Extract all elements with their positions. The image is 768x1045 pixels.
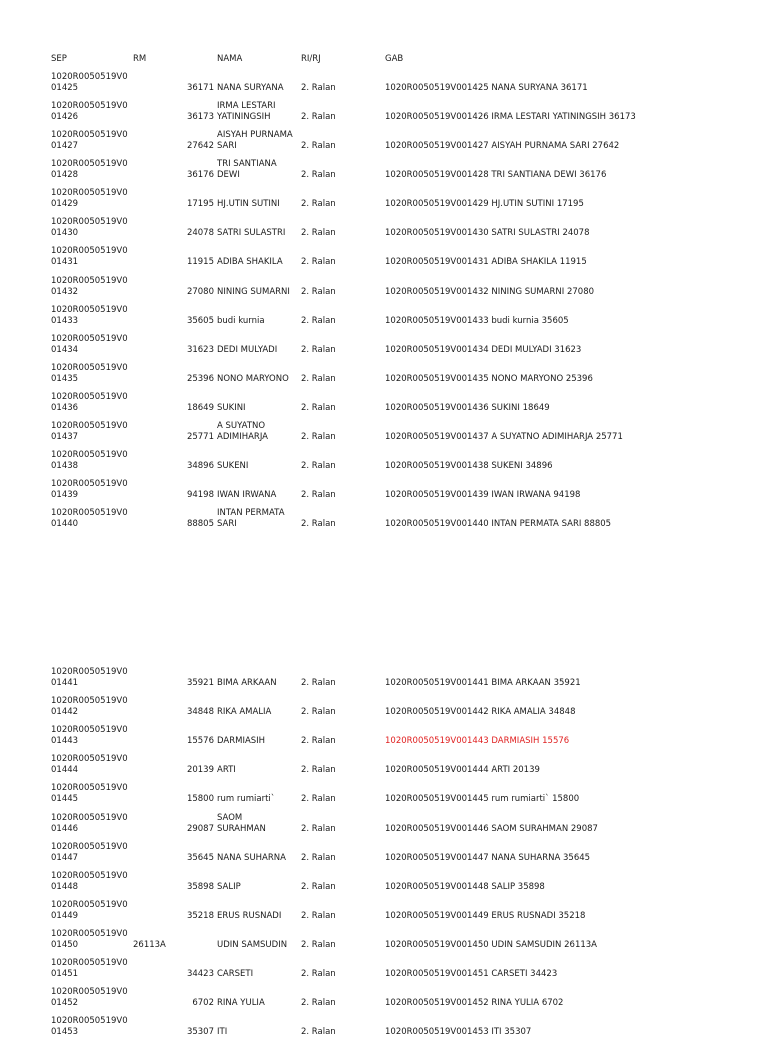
sep-cell-line1: 1020R0050519V0	[51, 130, 128, 141]
sep-cell-line1: 1020R0050519V0	[51, 333, 128, 344]
rm-cell: 34848	[186, 707, 214, 718]
sep-cell-line2: 01434	[51, 344, 79, 355]
rm-cell: 88805	[186, 519, 214, 530]
table-row	[0, 334, 768, 363]
gab-cell: 1020R0050519V001453 ITI 35307	[385, 1027, 532, 1037]
rirj-cell: 2. Ralan	[301, 765, 336, 776]
rirj-cell: 2. Ralan	[301, 344, 336, 355]
nama-cell-line1: SAOM	[217, 812, 243, 823]
rm-cell: 25771	[186, 431, 214, 442]
rm-cell: 36176	[186, 170, 214, 181]
gab-cell: 1020R0050519V001429 HJ.UTIN SUTINI 17195	[385, 199, 584, 210]
rirj-cell: 2. Ralan	[301, 678, 336, 689]
sep-cell-line2: 01453	[51, 1027, 79, 1037]
sep-cell-line1: 1020R0050519V0	[51, 508, 128, 519]
sep-cell-line2: 01446	[51, 823, 79, 834]
sep-cell-line2: 01430	[51, 228, 79, 239]
rm-cell: 94198	[186, 490, 214, 500]
table-row	[0, 958, 768, 987]
nama-cell: SUKENI	[217, 460, 249, 471]
nama-cell: RIKA AMALIA	[217, 707, 272, 718]
sep-cell-line2: 01449	[51, 910, 79, 921]
table-row	[0, 725, 768, 754]
rm-cell: 35921	[186, 678, 214, 689]
table-row	[0, 101, 768, 130]
gab-cell: 1020R0050519V001431 ADIBA SHAKILA 11915	[385, 257, 587, 268]
gab-cell: 1020R0050519V001432 NINING SUMARNI 27080	[385, 286, 595, 297]
nama-cell: SARI	[217, 141, 237, 152]
gab-cell: 1020R0050519V001441 BIMA ARKAAN 35921	[385, 678, 581, 689]
sep-cell-line1: 1020R0050519V0	[51, 870, 128, 881]
rm-cell: 35898	[186, 881, 214, 892]
sep-cell-line2: 01438	[51, 460, 79, 471]
rirj-cell: 2. Ralan	[301, 707, 336, 718]
rirj-cell: 2. Ralan	[301, 286, 336, 297]
rm-cell: 20139	[186, 765, 214, 776]
nama-cell: SARI	[217, 519, 237, 530]
gab-cell: 1020R0050519V001444 ARTI 20139	[385, 765, 540, 776]
gab-cell: 1020R0050519V001434 DEDI MULYADI 31623	[385, 344, 582, 355]
rirj-cell: 2. Ralan	[301, 373, 336, 384]
rm-cell: 36173	[186, 112, 214, 123]
nama-cell-line1: INTAN PERMATA	[217, 508, 285, 519]
nama-cell: IWAN IRWANA	[217, 490, 277, 500]
nama-cell: HJ.UTIN SUTINI	[217, 199, 280, 210]
table-row	[0, 667, 768, 696]
gab-cell: 1020R0050519V001427 AISYAH PURNAMA SARI 27642	[385, 141, 620, 152]
sep-cell-line1: 1020R0050519V0	[51, 725, 128, 736]
sep-cell-line1: 1020R0050519V0	[51, 217, 128, 228]
sep-cell-line2: 01426	[51, 112, 79, 123]
rirj-cell: 2. Ralan	[301, 112, 336, 123]
gab-cell: 1020R0050519V001436 SUKINI 18649	[385, 402, 550, 413]
table-row	[0, 130, 768, 159]
rm-cell: 26113A	[133, 939, 166, 950]
sep-cell-line2: 01427	[51, 141, 79, 152]
rirj-cell: 2. Ralan	[301, 997, 336, 1008]
nama-cell: CARSETI	[217, 968, 254, 979]
gab-cell: 1020R0050519V001439 IWAN IRWANA 94198	[385, 490, 581, 500]
sep-cell-line1: 1020R0050519V0	[51, 928, 128, 939]
gab-cell: 1020R0050519V001447 NANA SUHARNA 35645	[385, 852, 591, 863]
rirj-cell: 2. Ralan	[301, 968, 336, 979]
nama-cell: ADIMIHARJA	[217, 431, 268, 442]
rirj-cell: 2. Ralan	[301, 852, 336, 863]
nama-cell: UDIN SAMSUDIN	[217, 939, 288, 950]
nama-cell: DEDI MULYADI	[217, 344, 278, 355]
sep-cell-line2: 01448	[51, 881, 79, 892]
sep-cell-line1: 1020R0050519V0	[51, 986, 128, 997]
rirj-cell: 2. Ralan	[301, 315, 336, 326]
nama-cell: NINING SUMARNI	[217, 286, 290, 297]
nama-cell-line1: A SUYATNO	[217, 420, 266, 431]
sep-cell-line2: 01437	[51, 431, 79, 442]
gab-cell: 1020R0050519V001443 DARMIASIH 15576	[385, 736, 570, 747]
rm-cell: 25396	[186, 373, 214, 384]
table-row	[0, 813, 768, 842]
gab-cell: 1020R0050519V001445 rum rumiarti` 15800	[385, 794, 580, 805]
sep-cell-line1: 1020R0050519V0	[51, 449, 128, 460]
nama-cell: BIMA ARKAAN	[217, 678, 277, 689]
rm-cell: 6702	[192, 997, 214, 1008]
rirj-cell: 2. Ralan	[301, 460, 336, 471]
gab-cell: 1020R0050519V001446 SAOM SURAHMAN 29087	[385, 823, 598, 834]
gab-cell: 1020R0050519V001448 SALIP 35898	[385, 881, 545, 892]
sep-cell-line2: 01431	[51, 257, 79, 268]
rirj-cell: 2. Ralan	[301, 257, 336, 268]
nama-cell-line1: TRI SANTIANA	[217, 159, 277, 170]
gab-cell: 1020R0050519V001450 UDIN SAMSUDIN 26113A	[385, 939, 597, 950]
table-row	[0, 929, 768, 958]
gab-cell: 1020R0050519V001442 RIKA AMALIA 34848	[385, 707, 576, 718]
sep-cell-line2: 01447	[51, 852, 79, 863]
rm-cell: 34423	[186, 968, 214, 979]
table-row	[0, 305, 768, 334]
nama-cell: ITI	[217, 1027, 228, 1037]
rirj-cell: 2. Ralan	[301, 141, 336, 152]
gab-cell: 1020R0050519V001433 budi kurnia 35605	[385, 315, 569, 326]
rm-cell: 24078	[186, 228, 214, 239]
rirj-cell: 2. Ralan	[301, 83, 336, 93]
gab-cell: 1020R0050519V001438 SUKENI 34896	[385, 460, 553, 471]
sep-cell-line1: 1020R0050519V0	[51, 1016, 128, 1026]
gab-cell: 1020R0050519V001449 ERUS RUSNADI 35218	[385, 910, 586, 921]
rm-cell: 31623	[186, 344, 214, 355]
table-row	[0, 871, 768, 900]
table-row	[0, 72, 768, 101]
rm-cell: 34896	[186, 460, 214, 471]
header-nama: NAMA	[217, 54, 243, 64]
sep-cell-line1: 1020R0050519V0	[51, 275, 128, 286]
nama-cell-line1: AISYAH PURNAMA	[217, 130, 293, 141]
nama-cell: NONO MARYONO	[217, 373, 289, 384]
sep-cell-line2: 01425	[51, 83, 79, 93]
nama-cell: ARTI	[217, 765, 236, 776]
rirj-cell: 2. Ralan	[301, 402, 336, 413]
sep-cell-line2: 01432	[51, 286, 79, 297]
sep-cell-line2: 01441	[51, 678, 79, 689]
nama-cell: rum rumiarti`	[217, 794, 276, 805]
rirj-cell: 2. Ralan	[301, 170, 336, 181]
table-row	[0, 987, 768, 1016]
table-row	[0, 900, 768, 929]
sep-cell-line2: 01445	[51, 794, 79, 805]
table-row	[0, 842, 768, 871]
rm-cell: 27080	[186, 286, 214, 297]
sep-cell-line1: 1020R0050519V0	[51, 667, 128, 678]
rm-cell: 11915	[186, 257, 214, 268]
nama-cell: YATININGSIH	[217, 112, 271, 123]
table-row	[0, 783, 768, 812]
rirj-cell: 2. Ralan	[301, 939, 336, 950]
sep-cell-line1: 1020R0050519V0	[51, 391, 128, 402]
sep-cell-line2: 01428	[51, 170, 79, 181]
gab-cell: 1020R0050519V001437 A SUYATNO ADIMIHARJA 25771	[385, 431, 623, 442]
rm-cell: 35605	[186, 315, 214, 326]
header-rm: RM	[133, 54, 147, 64]
nama-cell: NANA SURYANA	[217, 83, 284, 93]
rirj-cell: 2. Ralan	[301, 490, 336, 500]
sep-cell-line1: 1020R0050519V0	[51, 754, 128, 765]
rirj-cell: 2. Ralan	[301, 736, 336, 747]
table-row	[0, 392, 768, 421]
table-row	[0, 159, 768, 188]
nama-cell: RINA YULIA	[217, 997, 265, 1008]
sep-cell-line2: 01436	[51, 402, 79, 413]
rm-cell: 35645	[186, 852, 214, 863]
sep-cell-line2: 01439	[51, 490, 79, 500]
nama-cell: budi kurnia	[217, 315, 265, 326]
table-row	[0, 421, 768, 450]
sep-cell-line2: 01450	[51, 939, 79, 950]
sep-cell-line2: 01433	[51, 315, 79, 326]
rirj-cell: 2. Ralan	[301, 519, 336, 530]
header-sep: SEP	[51, 54, 67, 64]
rirj-cell: 2. Ralan	[301, 910, 336, 921]
sep-cell-line2: 01442	[51, 707, 79, 718]
rm-cell: 29087	[186, 823, 214, 834]
sep-cell-line2: 01435	[51, 373, 79, 384]
nama-cell: ERUS RUSNADI	[217, 910, 282, 921]
rirj-cell: 2. Ralan	[301, 794, 336, 805]
nama-cell: SUKINI	[217, 402, 246, 413]
table-row	[0, 450, 768, 479]
sep-cell-line1: 1020R0050519V0	[51, 957, 128, 968]
gab-cell: 1020R0050519V001426 IRMA LESTARI YATININGSIH 36173	[385, 112, 636, 123]
rm-cell: 15576	[186, 736, 214, 747]
nama-cell: DARMIASIH	[217, 736, 266, 747]
table-row	[0, 508, 768, 537]
gab-cell: 1020R0050519V001425 NANA SURYANA 36171	[385, 83, 588, 93]
table-row	[0, 754, 768, 783]
nama-cell-line1: IRMA LESTARI	[217, 101, 276, 112]
rirj-cell: 2. Ralan	[301, 881, 336, 892]
header-gab: GAB	[385, 54, 404, 64]
table-row	[0, 696, 768, 725]
sep-cell-line2: 01451	[51, 968, 79, 979]
rm-cell: 17195	[186, 199, 214, 210]
nama-cell: NANA SUHARNA	[217, 852, 286, 863]
nama-cell: DEWI	[217, 170, 240, 181]
gab-cell: 1020R0050519V001440 INTAN PERMATA SARI 88805	[385, 519, 612, 530]
nama-cell: ADIBA SHAKILA	[217, 257, 283, 268]
nama-cell: SATRI SULASTRI	[217, 228, 286, 239]
rm-cell: 15800	[186, 794, 214, 805]
sep-cell-line2: 01444	[51, 765, 79, 776]
nama-cell: SALIP	[217, 881, 241, 892]
rm-cell: 35218	[186, 910, 214, 921]
sep-cell-line1: 1020R0050519V0	[51, 188, 128, 199]
sep-cell-line1: 1020R0050519V0	[51, 899, 128, 910]
rm-cell: 18649	[186, 402, 214, 413]
sep-cell-line1: 1020R0050519V0	[51, 812, 128, 823]
rirj-cell: 2. Ralan	[301, 228, 336, 239]
table-row	[0, 1016, 768, 1045]
rm-cell: 35307	[186, 1027, 214, 1037]
sep-cell-line1: 1020R0050519V0	[51, 696, 128, 707]
rm-cell: 27642	[186, 141, 214, 152]
rirj-cell: 2. Ralan	[301, 823, 336, 834]
gab-cell: 1020R0050519V001452 RINA YULIA 6702	[385, 997, 564, 1008]
rirj-cell: 2. Ralan	[301, 431, 336, 442]
sep-cell-line1: 1020R0050519V0	[51, 841, 128, 852]
sep-cell-line1: 1020R0050519V0	[51, 159, 128, 170]
gab-cell: 1020R0050519V001435 NONO MARYONO 25396	[385, 373, 593, 384]
table-row	[0, 276, 768, 305]
gab-cell: 1020R0050519V001428 TRI SANTIANA DEWI 36176	[385, 170, 607, 181]
sep-cell-line1: 1020R0050519V0	[51, 72, 128, 82]
gab-cell: 1020R0050519V001430 SATRI SULASTRI 24078	[385, 228, 590, 239]
header-rirj: RI/RJ	[301, 54, 321, 64]
gab-cell: 1020R0050519V001451 CARSETI 34423	[385, 968, 558, 979]
sep-cell-line2: 01452	[51, 997, 79, 1008]
rirj-cell: 2. Ralan	[301, 199, 336, 210]
sep-cell-line2: 01429	[51, 199, 79, 210]
sep-cell-line2: 01443	[51, 736, 79, 747]
sep-cell-line1: 1020R0050519V0	[51, 246, 128, 257]
rirj-cell: 2. Ralan	[301, 1027, 336, 1037]
sep-cell-line1: 1020R0050519V0	[51, 304, 128, 315]
sep-cell-line1: 1020R0050519V0	[51, 783, 128, 794]
sep-cell-line1: 1020R0050519V0	[51, 101, 128, 112]
rm-cell: 36171	[186, 83, 214, 93]
table-row	[0, 479, 768, 508]
sep-cell-line1: 1020R0050519V0	[51, 362, 128, 373]
table-row	[0, 363, 768, 392]
sep-cell-line1: 1020R0050519V0	[51, 420, 128, 431]
sep-cell-line2: 01440	[51, 519, 79, 530]
table-row	[0, 217, 768, 246]
sep-cell-line1: 1020R0050519V0	[51, 479, 128, 489]
table-row	[0, 188, 768, 217]
nama-cell: SURAHMAN	[217, 823, 266, 834]
table-row	[0, 246, 768, 275]
